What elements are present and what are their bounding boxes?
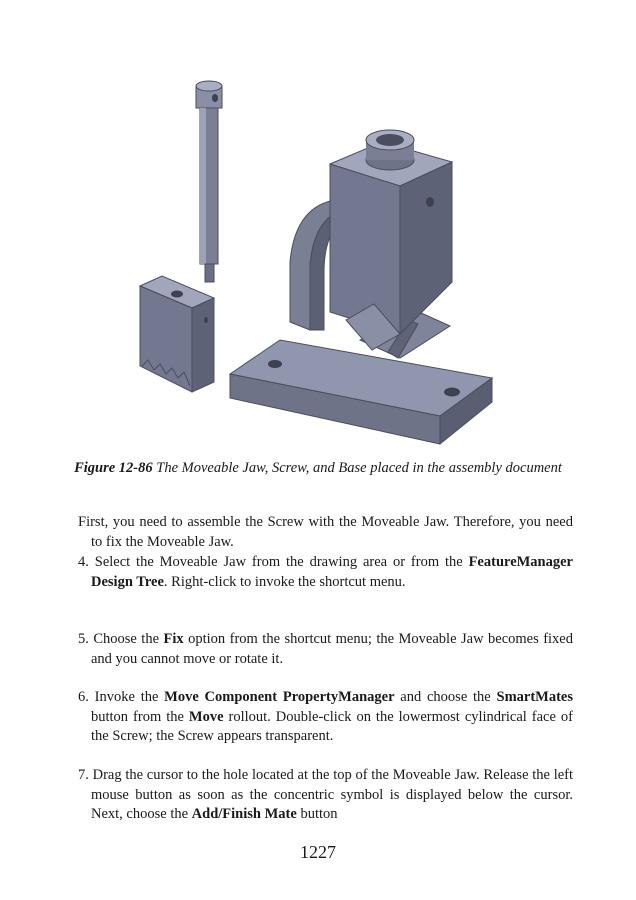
figure-caption-text: The Moveable Jaw, Screw, and Base placed in the assembly document: [156, 460, 562, 476]
step-text: Choose the: [93, 631, 164, 647]
step-text: Drag the cursor to the hole located at the top of the Moveable Jaw. Release the left mouse button as soon as the concentric symbol is displayed below the cursor. Next, choose the: [91, 767, 574, 822]
step-text: and choose the: [394, 689, 497, 705]
step-5: [78, 630, 573, 669]
step-bold: FeatureManager Design Tree: [91, 554, 573, 590]
step-number: 6.: [78, 689, 89, 705]
step-bold: Move: [188, 708, 224, 725]
step-number: 7.: [78, 767, 89, 783]
step-text: Select the Moveable Jaw from the drawing area or from the: [94, 554, 469, 570]
moveable-jaw-part: [140, 276, 214, 392]
step-7: [78, 766, 573, 825]
figure-image: [120, 72, 520, 454]
step-bold: Fix: [163, 631, 184, 647]
step-4: [78, 553, 573, 592]
figure-label: Figure 12-86: [74, 460, 153, 476]
step-text: rollout. Double-click on the lowermost cylindrical face of the Screw; the Screw appears transparent.: [91, 708, 573, 744]
step-text: . Right-click to invoke the shortcut menu.: [163, 573, 406, 590]
step-6: [78, 688, 573, 747]
base-part: [230, 130, 492, 444]
screw-part: [196, 81, 222, 282]
step-number: 5.: [78, 631, 89, 647]
step-bold: SmartMates: [496, 689, 574, 705]
step-text: option from the shortcut menu; the Moveable Jaw becomes fixed and you cannot move or rotate it.: [91, 631, 573, 667]
intro-paragraph: First, you need to assemble the Screw with the Moveable Jaw. Therefore, you need to fix the Moveable Jaw.: [78, 514, 573, 550]
step-bold: Add/Finish Mate: [191, 806, 297, 822]
step-bold: Move Component PropertyManager: [164, 689, 395, 705]
step-number: 4.: [78, 554, 89, 570]
step-text: button from the: [91, 708, 189, 725]
figure-caption: [70, 458, 566, 478]
step-text: Invoke the: [94, 689, 165, 705]
page-number: 1227: [300, 842, 336, 862]
step-text: button: [296, 806, 338, 822]
